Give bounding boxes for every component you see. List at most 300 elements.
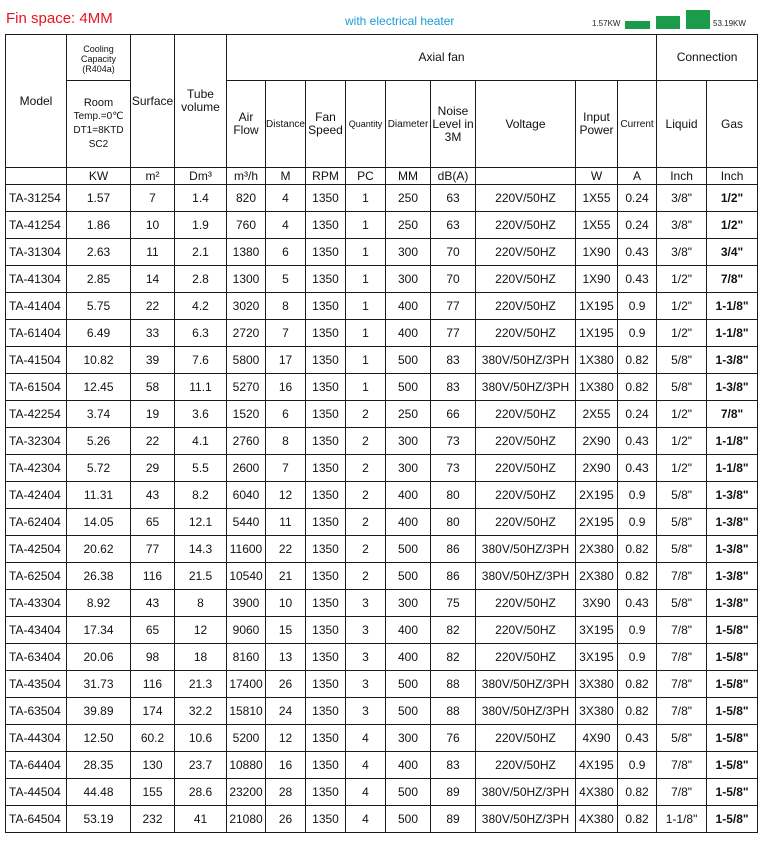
cell-quantity: 3 (346, 590, 386, 617)
cell-surface: 77 (131, 536, 175, 563)
cell-quantity: 2 (346, 401, 386, 428)
cell-air-flow: 3900 (227, 590, 266, 617)
cell-gas: 1-1/8" (707, 428, 758, 455)
table-row (6, 347, 758, 374)
cell-diameter: 400 (386, 752, 431, 779)
legend-bar-large (686, 10, 710, 29)
cell-surface: 10 (131, 212, 175, 239)
header-current: Current (618, 81, 657, 168)
cell-quantity: 4 (346, 806, 386, 833)
cell-noise: 70 (431, 266, 476, 293)
cell-fan-speed: 1350 (306, 212, 346, 239)
legend-high-label: 53.19KW (713, 19, 746, 28)
header-dt: DT1=8KTD (73, 125, 124, 136)
cell-tube-volume: 3.6 (175, 401, 227, 428)
cell-quantity: 3 (346, 644, 386, 671)
cell-air-flow: 5270 (227, 374, 266, 401)
cell-quantity: 4 (346, 752, 386, 779)
cell-distance: 28 (266, 779, 306, 806)
cell-quantity: 1 (346, 266, 386, 293)
cell-gas: 1-1/8" (707, 293, 758, 320)
cell-diameter: 400 (386, 320, 431, 347)
cell-tube-volume: 10.6 (175, 725, 227, 752)
header-air-flow: Air Flow (227, 81, 266, 168)
cell-diameter: 250 (386, 212, 431, 239)
cell-quantity: 4 (346, 725, 386, 752)
cell-liquid: 3/8" (657, 185, 707, 212)
cell-tube-volume: 32.2 (175, 698, 227, 725)
table-row (6, 617, 758, 644)
cell-diameter: 300 (386, 428, 431, 455)
cell-air-flow: 10540 (227, 563, 266, 590)
cell-input-power: 1X380 (576, 347, 618, 374)
cell-quantity: 2 (346, 428, 386, 455)
cell-voltage: 380V/50HZ/3PH (476, 806, 576, 833)
cell-diameter: 300 (386, 266, 431, 293)
cell-surface: 22 (131, 428, 175, 455)
cell-quantity: 2 (346, 482, 386, 509)
cell-fan-speed: 1350 (306, 590, 346, 617)
cell-model: TA-63504 (6, 698, 67, 725)
cell-voltage: 220V/50HZ (476, 239, 576, 266)
cell-quantity: 3 (346, 698, 386, 725)
cell-distance: 22 (266, 536, 306, 563)
cell-air-flow: 820 (227, 185, 266, 212)
unit-cell: RPM (306, 168, 346, 185)
cell-air-flow: 17400 (227, 671, 266, 698)
cell-current: 0.9 (618, 320, 657, 347)
header-input-power: Input Power (576, 81, 618, 168)
cell-cooling-capacity: 44.48 (67, 779, 131, 806)
header-quantity: Quantity (346, 81, 386, 168)
cell-tube-volume: 1.9 (175, 212, 227, 239)
cell-air-flow: 23200 (227, 779, 266, 806)
cell-cooling-capacity: 31.73 (67, 671, 131, 698)
cell-model: TA-31254 (6, 185, 67, 212)
table-row (6, 401, 758, 428)
cell-fan-speed: 1350 (306, 401, 346, 428)
cell-cooling-capacity: 2.85 (67, 266, 131, 293)
header-model: Model (6, 35, 67, 168)
cell-input-power: 1X195 (576, 293, 618, 320)
cell-liquid: 5/8" (657, 725, 707, 752)
cell-voltage: 220V/50HZ (476, 590, 576, 617)
cell-diameter: 300 (386, 590, 431, 617)
header-distance: Distance (266, 81, 306, 168)
cell-current: 0.43 (618, 428, 657, 455)
cell-model: TA-43304 (6, 590, 67, 617)
cell-cooling-capacity: 2.63 (67, 239, 131, 266)
cell-model: TA-41404 (6, 293, 67, 320)
cell-gas: 1-1/8" (707, 320, 758, 347)
cell-gas: 1-3/8" (707, 536, 758, 563)
cell-distance: 12 (266, 725, 306, 752)
cell-noise: 86 (431, 563, 476, 590)
cell-fan-speed: 1350 (306, 239, 346, 266)
cell-liquid: 7/8" (657, 644, 707, 671)
cell-liquid: 1/2" (657, 401, 707, 428)
cell-current: 0.9 (618, 644, 657, 671)
cell-current: 0.24 (618, 401, 657, 428)
cell-tube-volume: 23.7 (175, 752, 227, 779)
cell-distance: 16 (266, 374, 306, 401)
cell-tube-volume: 18 (175, 644, 227, 671)
cell-quantity: 1 (346, 320, 386, 347)
cell-noise: 66 (431, 401, 476, 428)
cell-input-power: 3X195 (576, 617, 618, 644)
cell-fan-speed: 1350 (306, 806, 346, 833)
table-row (6, 779, 758, 806)
cell-input-power: 1X195 (576, 320, 618, 347)
cell-noise: 76 (431, 725, 476, 752)
header-liquid: Liquid (657, 81, 707, 168)
cell-tube-volume: 11.1 (175, 374, 227, 401)
cell-gas: 1-1/8" (707, 455, 758, 482)
cell-input-power: 3X380 (576, 698, 618, 725)
cell-air-flow: 8160 (227, 644, 266, 671)
cell-noise: 80 (431, 509, 476, 536)
cell-quantity: 1 (346, 374, 386, 401)
cell-distance: 10 (266, 590, 306, 617)
cell-air-flow: 11600 (227, 536, 266, 563)
cell-cooling-capacity: 12.45 (67, 374, 131, 401)
cell-surface: 60.2 (131, 725, 175, 752)
cell-fan-speed: 1350 (306, 428, 346, 455)
cell-cooling-capacity: 6.49 (67, 320, 131, 347)
cell-surface: 33 (131, 320, 175, 347)
cell-diameter: 500 (386, 563, 431, 590)
unit-cell: KW (67, 168, 131, 185)
cell-diameter: 500 (386, 698, 431, 725)
cell-surface: 29 (131, 455, 175, 482)
unit-cell: A (618, 168, 657, 185)
cell-diameter: 500 (386, 374, 431, 401)
cell-model: TA-64504 (6, 806, 67, 833)
cell-gas: 3/4" (707, 239, 758, 266)
cell-liquid: 1/2" (657, 320, 707, 347)
heater-note: with electrical heater (345, 14, 455, 28)
cell-surface: 116 (131, 671, 175, 698)
cell-input-power: 2X195 (576, 482, 618, 509)
cell-tube-volume: 6.3 (175, 320, 227, 347)
cell-surface: 65 (131, 509, 175, 536)
cell-current: 0.82 (618, 347, 657, 374)
cell-quantity: 1 (346, 347, 386, 374)
cell-air-flow: 1300 (227, 266, 266, 293)
cell-liquid: 3/8" (657, 239, 707, 266)
cell-air-flow: 3020 (227, 293, 266, 320)
cell-current: 0.43 (618, 455, 657, 482)
cell-input-power: 2X90 (576, 455, 618, 482)
cell-diameter: 500 (386, 347, 431, 374)
cell-voltage: 220V/50HZ (476, 509, 576, 536)
cell-cooling-capacity: 8.92 (67, 590, 131, 617)
cell-tube-volume: 7.6 (175, 347, 227, 374)
cell-air-flow: 15810 (227, 698, 266, 725)
header-fan-speed: Fan Speed (306, 81, 346, 168)
cell-surface: 98 (131, 644, 175, 671)
cell-gas: 1/2" (707, 185, 758, 212)
cell-liquid: 1/2" (657, 266, 707, 293)
cell-model: TA-31304 (6, 239, 67, 266)
cell-surface: 155 (131, 779, 175, 806)
cell-current: 0.82 (618, 671, 657, 698)
cell-noise: 83 (431, 374, 476, 401)
cell-tube-volume: 12 (175, 617, 227, 644)
cell-distance: 4 (266, 212, 306, 239)
cell-input-power: 4X380 (576, 806, 618, 833)
table-row (6, 806, 758, 833)
cell-liquid: 5/8" (657, 347, 707, 374)
cell-quantity: 3 (346, 617, 386, 644)
cell-voltage: 220V/50HZ (476, 320, 576, 347)
cell-cooling-capacity: 17.34 (67, 617, 131, 644)
cell-quantity: 1 (346, 212, 386, 239)
cell-surface: 65 (131, 617, 175, 644)
cell-quantity: 1 (346, 185, 386, 212)
cell-tube-volume: 2.1 (175, 239, 227, 266)
cell-gas: 1-5/8" (707, 752, 758, 779)
cell-fan-speed: 1350 (306, 779, 346, 806)
cell-voltage: 380V/50HZ/3PH (476, 698, 576, 725)
cell-tube-volume: 8.2 (175, 482, 227, 509)
cell-cooling-capacity: 12.50 (67, 725, 131, 752)
cell-surface: 43 (131, 482, 175, 509)
cell-cooling-capacity: 3.74 (67, 401, 131, 428)
cell-tube-volume: 28.6 (175, 779, 227, 806)
cell-model: TA-41304 (6, 266, 67, 293)
cell-cooling-capacity: 28.35 (67, 752, 131, 779)
cell-input-power: 3X195 (576, 644, 618, 671)
cell-distance: 26 (266, 806, 306, 833)
cell-current: 0.9 (618, 752, 657, 779)
cell-tube-volume: 2.8 (175, 266, 227, 293)
cell-noise: 63 (431, 185, 476, 212)
header-surface: Surface (131, 35, 175, 168)
cell-gas: 1-3/8" (707, 590, 758, 617)
cell-current: 0.43 (618, 725, 657, 752)
cell-fan-speed: 1350 (306, 617, 346, 644)
cell-input-power: 4X380 (576, 779, 618, 806)
cell-current: 0.82 (618, 374, 657, 401)
cell-input-power: 1X55 (576, 185, 618, 212)
cell-quantity: 2 (346, 536, 386, 563)
cell-distance: 4 (266, 185, 306, 212)
cell-current: 0.9 (618, 617, 657, 644)
cell-liquid: 7/8" (657, 779, 707, 806)
cell-distance: 17 (266, 347, 306, 374)
cell-voltage: 380V/50HZ/3PH (476, 779, 576, 806)
unit-cell: m³/h (227, 168, 266, 185)
cell-liquid: 5/8" (657, 374, 707, 401)
cell-diameter: 400 (386, 293, 431, 320)
cell-cooling-capacity: 26.38 (67, 563, 131, 590)
cell-gas: 1-5/8" (707, 644, 758, 671)
cell-noise: 88 (431, 671, 476, 698)
cell-liquid: 7/8" (657, 752, 707, 779)
cell-input-power: 2X55 (576, 401, 618, 428)
cell-quantity: 4 (346, 779, 386, 806)
unit-cell: m² (131, 168, 175, 185)
title-bar (0, 0, 763, 34)
cell-voltage: 220V/50HZ (476, 266, 576, 293)
header-tube-volume: Tube volume (175, 35, 227, 168)
table-row (6, 671, 758, 698)
cell-model: TA-43404 (6, 617, 67, 644)
cell-distance: 24 (266, 698, 306, 725)
cell-tube-volume: 21.3 (175, 671, 227, 698)
cell-air-flow: 10880 (227, 752, 266, 779)
cell-distance: 8 (266, 293, 306, 320)
cell-noise: 89 (431, 779, 476, 806)
cell-cooling-capacity: 1.86 (67, 212, 131, 239)
header-sc: SC2 (88, 139, 109, 150)
cell-quantity: 1 (346, 293, 386, 320)
cell-tube-volume: 8 (175, 590, 227, 617)
cell-noise: 86 (431, 536, 476, 563)
cell-distance: 6 (266, 239, 306, 266)
cell-diameter: 400 (386, 482, 431, 509)
unit-cell (476, 168, 576, 185)
cell-fan-speed: 1350 (306, 293, 346, 320)
cell-liquid: 5/8" (657, 482, 707, 509)
cell-liquid: 5/8" (657, 590, 707, 617)
cell-input-power: 1X90 (576, 266, 618, 293)
cell-distance: 16 (266, 752, 306, 779)
cell-fan-speed: 1350 (306, 671, 346, 698)
cell-tube-volume: 41 (175, 806, 227, 833)
cell-current: 0.82 (618, 563, 657, 590)
header-connection: Connection (657, 35, 758, 81)
spec-table (5, 34, 758, 833)
cell-air-flow: 1520 (227, 401, 266, 428)
cell-input-power: 1X90 (576, 239, 618, 266)
cell-quantity: 2 (346, 455, 386, 482)
cell-cooling-capacity: 20.62 (67, 536, 131, 563)
cell-diameter: 500 (386, 806, 431, 833)
table-row (6, 293, 758, 320)
cell-gas: 1-3/8" (707, 347, 758, 374)
cell-voltage: 220V/50HZ (476, 644, 576, 671)
cell-cooling-capacity: 20.06 (67, 644, 131, 671)
cell-surface: 232 (131, 806, 175, 833)
cell-cooling-capacity: 1.57 (67, 185, 131, 212)
cell-input-power: 2X195 (576, 509, 618, 536)
cell-input-power: 3X380 (576, 671, 618, 698)
table-row (6, 266, 758, 293)
cell-diameter: 300 (386, 455, 431, 482)
cell-distance: 13 (266, 644, 306, 671)
header-noise: Noise Level in 3M (431, 81, 476, 168)
cell-model: TA-42404 (6, 482, 67, 509)
cell-distance: 26 (266, 671, 306, 698)
cell-distance: 7 (266, 320, 306, 347)
cell-gas: 7/8" (707, 266, 758, 293)
cell-model: TA-42504 (6, 536, 67, 563)
header-gas: Gas (707, 81, 758, 168)
cell-gas: 1/2" (707, 212, 758, 239)
cell-tube-volume: 5.5 (175, 455, 227, 482)
cell-current: 0.82 (618, 806, 657, 833)
cell-voltage: 220V/50HZ (476, 725, 576, 752)
fin-space-title: Fin space: 4MM (6, 10, 113, 27)
cell-current: 0.82 (618, 779, 657, 806)
cell-surface: 11 (131, 239, 175, 266)
cell-gas: 1-3/8" (707, 482, 758, 509)
cell-gas: 1-3/8" (707, 563, 758, 590)
header-temp: Temp.=0℃ (73, 111, 124, 122)
cell-fan-speed: 1350 (306, 482, 346, 509)
cell-cooling-capacity: 5.75 (67, 293, 131, 320)
cell-gas: 1-5/8" (707, 806, 758, 833)
cell-liquid: 5/8" (657, 536, 707, 563)
cell-air-flow: 1380 (227, 239, 266, 266)
cell-diameter: 400 (386, 617, 431, 644)
cell-gas: 1-5/8" (707, 617, 758, 644)
cell-liquid: 1/2" (657, 428, 707, 455)
cell-distance: 5 (266, 266, 306, 293)
cell-distance: 21 (266, 563, 306, 590)
unit-model (6, 168, 67, 185)
cell-gas: 7/8" (707, 401, 758, 428)
cell-quantity: 1 (346, 239, 386, 266)
cell-diameter: 400 (386, 644, 431, 671)
cell-diameter: 400 (386, 509, 431, 536)
cell-tube-volume: 21.5 (175, 563, 227, 590)
cell-fan-speed: 1350 (306, 509, 346, 536)
cell-fan-speed: 1350 (306, 455, 346, 482)
cell-distance: 15 (266, 617, 306, 644)
cell-model: TA-32304 (6, 428, 67, 455)
cell-surface: 19 (131, 401, 175, 428)
table-row (6, 590, 758, 617)
cell-noise: 77 (431, 320, 476, 347)
cell-model: TA-64404 (6, 752, 67, 779)
cell-diameter: 250 (386, 185, 431, 212)
cell-cooling-capacity: 11.31 (67, 482, 131, 509)
cell-cooling-capacity: 53.19 (67, 806, 131, 833)
cell-noise: 82 (431, 617, 476, 644)
cell-model: TA-62504 (6, 563, 67, 590)
cell-input-power: 2X90 (576, 428, 618, 455)
cell-diameter: 500 (386, 671, 431, 698)
cell-current: 0.43 (618, 266, 657, 293)
cell-noise: 73 (431, 428, 476, 455)
unit-cell: Inch (657, 168, 707, 185)
cell-cooling-capacity: 5.72 (67, 455, 131, 482)
cell-tube-volume: 12.1 (175, 509, 227, 536)
cell-current: 0.9 (618, 293, 657, 320)
cell-distance: 11 (266, 509, 306, 536)
cell-input-power: 2X380 (576, 536, 618, 563)
cell-air-flow: 760 (227, 212, 266, 239)
cell-air-flow: 9060 (227, 617, 266, 644)
table-row (6, 374, 758, 401)
cell-tube-volume: 1.4 (175, 185, 227, 212)
cell-model: TA-61504 (6, 374, 67, 401)
cell-surface: 116 (131, 563, 175, 590)
cell-voltage: 380V/50HZ/3PH (476, 374, 576, 401)
cell-model: TA-42254 (6, 401, 67, 428)
cell-surface: 14 (131, 266, 175, 293)
cell-air-flow: 5200 (227, 725, 266, 752)
cell-surface: 130 (131, 752, 175, 779)
cell-fan-speed: 1350 (306, 185, 346, 212)
cell-input-power: 2X380 (576, 563, 618, 590)
cell-fan-speed: 1350 (306, 698, 346, 725)
cell-voltage: 220V/50HZ (476, 455, 576, 482)
table-row (6, 185, 758, 212)
